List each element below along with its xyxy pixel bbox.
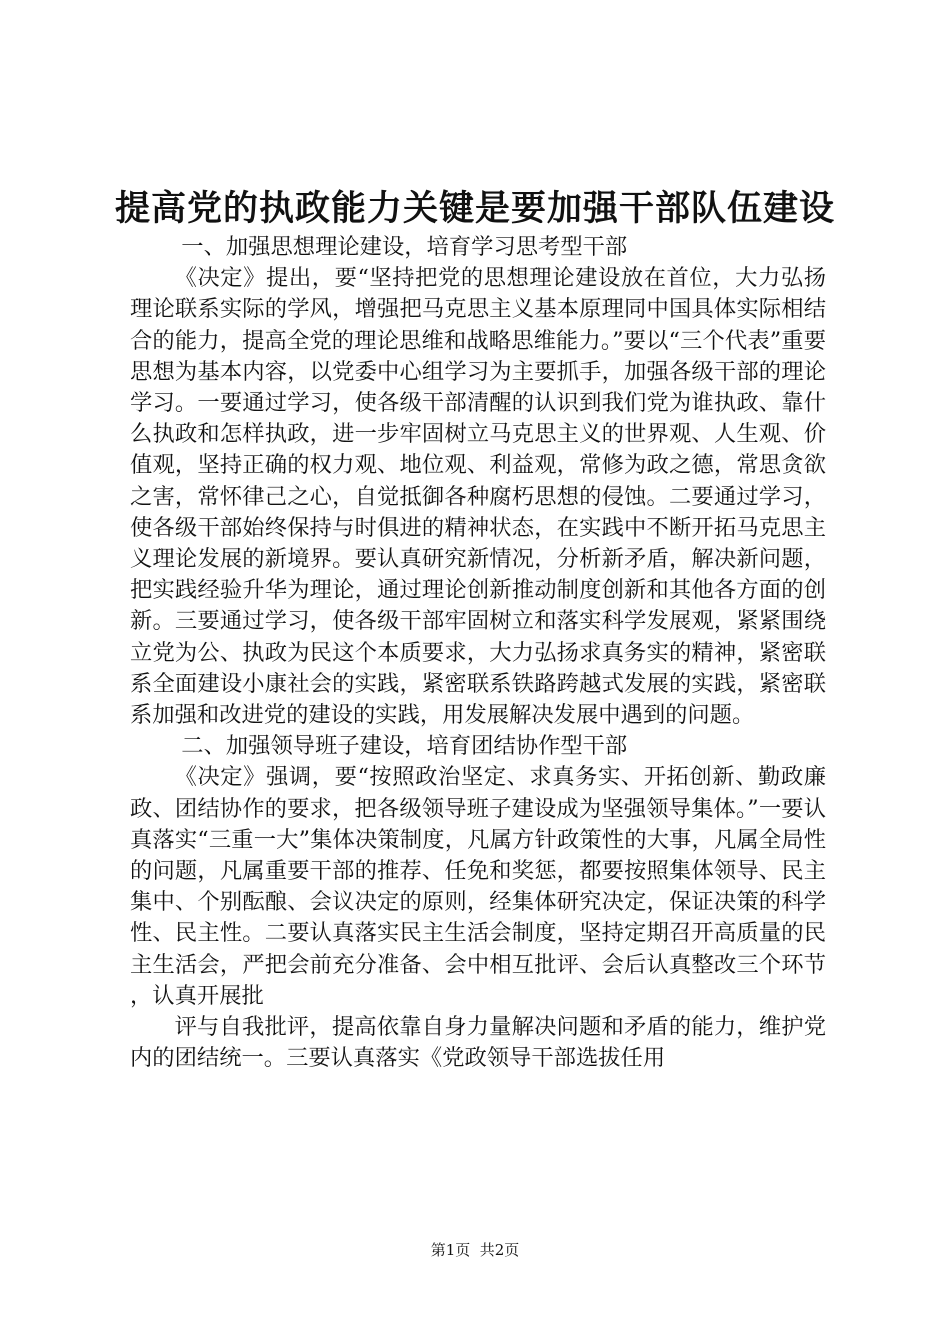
section-heading-2: 二、加强领导班子建设，培育团结协作型干部 [181, 733, 628, 760]
page-footer: 第1页 共2页 [430, 1241, 520, 1259]
body-paragraph-2: 《决定》强调，要“按照政治坚定、求真务实、开拓创新、勤政廉政、团结协作的要求，把各级领导班子建设成为坚强领导集体。”一要认真落实“三重一大”集体决策制度，凡属方针政策性的大事，凡属全局性的问题，凡属重要干部的推荐、任免和奖惩，都要按照集体领导、民主集中、个别酝酿、会议决定的原则，经集体研究决定，保证决策的科学性、民主性。二要认真落实民主生活会制度，坚持定期召开高质量的民主生活会，严把会前充分准备、会中相互批评、会后认真整改三个环节，认真开展批 [130, 764, 826, 1009]
body-paragraph-1: 《决定》提出，要“坚持把党的思想理论建设放在首位，大力弘扬理论联系实际的学风，增强把马克思主义基本原理同中国具体实际相结合的能力，提高全党的理论思维和战略思维能力。”要以“三个代表”重要思想为基本内容，以党委中心组学习为主要抓手，加强各级干部的理论学习。一要通过学习，使各级干部清醒的认识到我们党为谁执政、靠什么执政和怎样执政，进一步牢固树立马克思主义的世界观、人生观、价值观，坚持正确的权力观、地位观、利益观，常修为政之德，常思贪欲之害，常怀律己之心，自觉抵御各种腐朽思想的侵蚀。二要通过学习，使各级干部始终保持与时俱进的精神状态，在实践中不断开拓马克思主义理论发展的新境界。要认真研究新情况，分析新矛盾，解决新问题，把实践经验升华为理论，通过理论创新推动制度创新和其他各方面的创新。三要通过学习，使各级干部牢固树立和落实科学发展观，紧紧围绕立党为公、执政为民这个本质要求，大力弘扬求真务实的精神，紧密联系全面建设小康社会的实践，紧密联系铁路跨越式发展的实践，紧密联系加强和改进党的建设的实践，用发展解决发展中遇到的问题。 [130, 265, 826, 729]
document-title: 提高党的执政能力关键是要加强干部队伍建设 [114, 188, 835, 229]
document-body [130, 232, 826, 1074]
section-heading-1: 一、加强思想理论建设，培育学习思考型干部 [181, 234, 628, 260]
body-paragraph-3: 评与自我批评，提高依靠自身力量解决问题和矛盾的能力，维护党内的团结统一。三要认真落实《党政领导干部选拔任用 [130, 1014, 826, 1072]
